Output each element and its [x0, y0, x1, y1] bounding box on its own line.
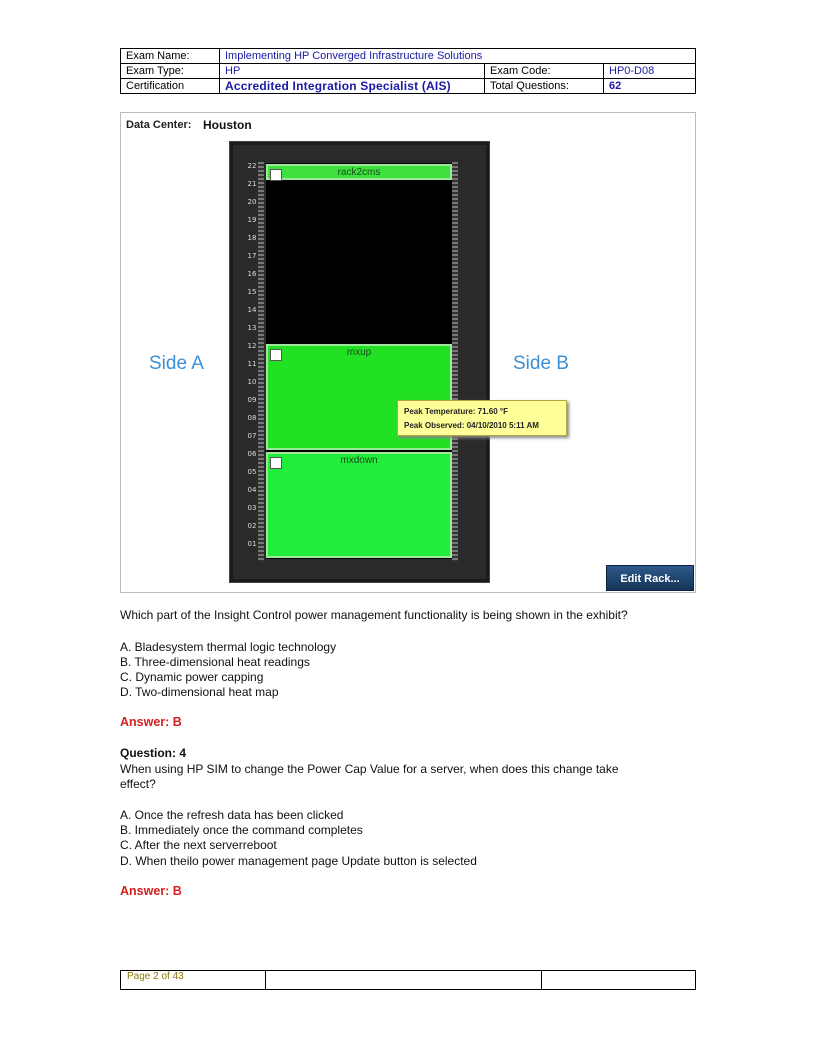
- data-center-value: Houston: [203, 118, 252, 132]
- rack-rail-right: [452, 162, 458, 562]
- question-4-text-line2: effect?: [120, 777, 156, 791]
- edit-rack-button[interactable]: Edit Rack...: [606, 565, 694, 591]
- question-4-answer: Answer: B: [120, 884, 182, 898]
- rack-unit-number: 09: [247, 396, 257, 404]
- rack-unit-number: 20: [247, 198, 257, 206]
- rack-unit-number: 22: [247, 162, 257, 170]
- rack-unit-number: 11: [247, 360, 257, 368]
- page-number: Page 2 of 43: [121, 971, 266, 990]
- footer-cell-right: [542, 971, 696, 990]
- certification-value: Accredited Integration Specialist (AIS): [220, 79, 485, 94]
- rack-unit-number: 21: [247, 180, 257, 188]
- rack-unit-number: 15: [247, 288, 257, 296]
- rack-unit-name: mxdown: [340, 455, 378, 466]
- rack-unit-number: 05: [247, 468, 257, 476]
- question-4-number: Question: 4: [120, 746, 187, 760]
- question-3-text: Which part of the Insight Control power management functionality is being shown in the exhibit?: [120, 608, 628, 622]
- rack-unit-number: 07: [247, 432, 257, 440]
- question-4-option-b: B. Immediately once the command completes: [120, 823, 363, 837]
- rack-unit-number: 13: [247, 324, 257, 332]
- rack-unit-number: 01: [247, 540, 257, 548]
- rack-unit-number: 02: [247, 522, 257, 530]
- exam-header-table: [120, 48, 696, 94]
- rack-unit-mxdown[interactable]: [266, 452, 452, 558]
- exam-name-label: Exam Name:: [121, 49, 220, 64]
- question-3-option-a: A. Bladesystem thermal logic technology: [120, 640, 337, 654]
- rack-unit-number: 03: [247, 504, 257, 512]
- page-footer: [120, 970, 696, 990]
- rack-unit-number: 17: [247, 252, 257, 260]
- rack-unit-number: 10: [247, 378, 257, 386]
- question-3-option-d: D. Two-dimensional heat map: [120, 685, 279, 699]
- rack-unit-number: 18: [247, 234, 257, 242]
- tooltip-peak-temperature: Peak Temperature: 71.60 °F: [404, 407, 508, 416]
- rack-unit-number: 12: [247, 342, 257, 350]
- exam-code-value: HP0-D08: [604, 64, 696, 79]
- total-questions-value: 62: [604, 79, 696, 94]
- rack-exhibit: [120, 112, 696, 593]
- exam-name-value: Implementing HP Converged Infrastructure Solutions: [220, 49, 696, 64]
- rack-unit-number: 16: [247, 270, 257, 278]
- question-4-option-a: A. Once the refresh data has been clicked: [120, 808, 344, 822]
- certification-label: Certification: [121, 79, 220, 94]
- rack-unit-number: 06: [247, 450, 257, 458]
- side-a-label: Side A: [149, 353, 204, 374]
- peak-temperature-tooltip: [397, 400, 567, 436]
- rack-unit-name: mxup: [346, 347, 372, 358]
- question-3-option-c: C. Dynamic power capping: [120, 670, 264, 684]
- data-center-label: Data Center:: [126, 119, 192, 131]
- rack-unit-number: 04: [247, 486, 257, 494]
- footer-cell-middle: [266, 971, 542, 990]
- side-b-label: Side B: [513, 353, 569, 374]
- exam-code-label: Exam Code:: [485, 64, 604, 79]
- question-4-option-d: D. When theilo power management page Update button is selected: [120, 854, 477, 868]
- rack-unit-number: 08: [247, 414, 257, 422]
- total-questions-label: Total Questions:: [485, 79, 604, 94]
- question-3-option-b: B. Three-dimensional heat readings: [120, 655, 310, 669]
- question-3-answer: Answer: B: [120, 715, 182, 729]
- rack-unit-number: 14: [247, 306, 257, 314]
- question-4-option-c: C. After the next serverreboot: [120, 838, 277, 852]
- rack-unit-rack2cms[interactable]: [266, 164, 452, 180]
- exam-type-value: HP: [220, 64, 485, 79]
- rack-unit-number: 19: [247, 216, 257, 224]
- rack-unit-name: rack2cms: [337, 167, 381, 178]
- tooltip-peak-observed: Peak Observed: 04/10/2010 5:11 AM: [404, 421, 539, 430]
- question-4-text-line1: When using HP SIM to change the Power Cap Value for a server, when does this change take: [120, 762, 619, 776]
- exam-type-label: Exam Type:: [121, 64, 220, 79]
